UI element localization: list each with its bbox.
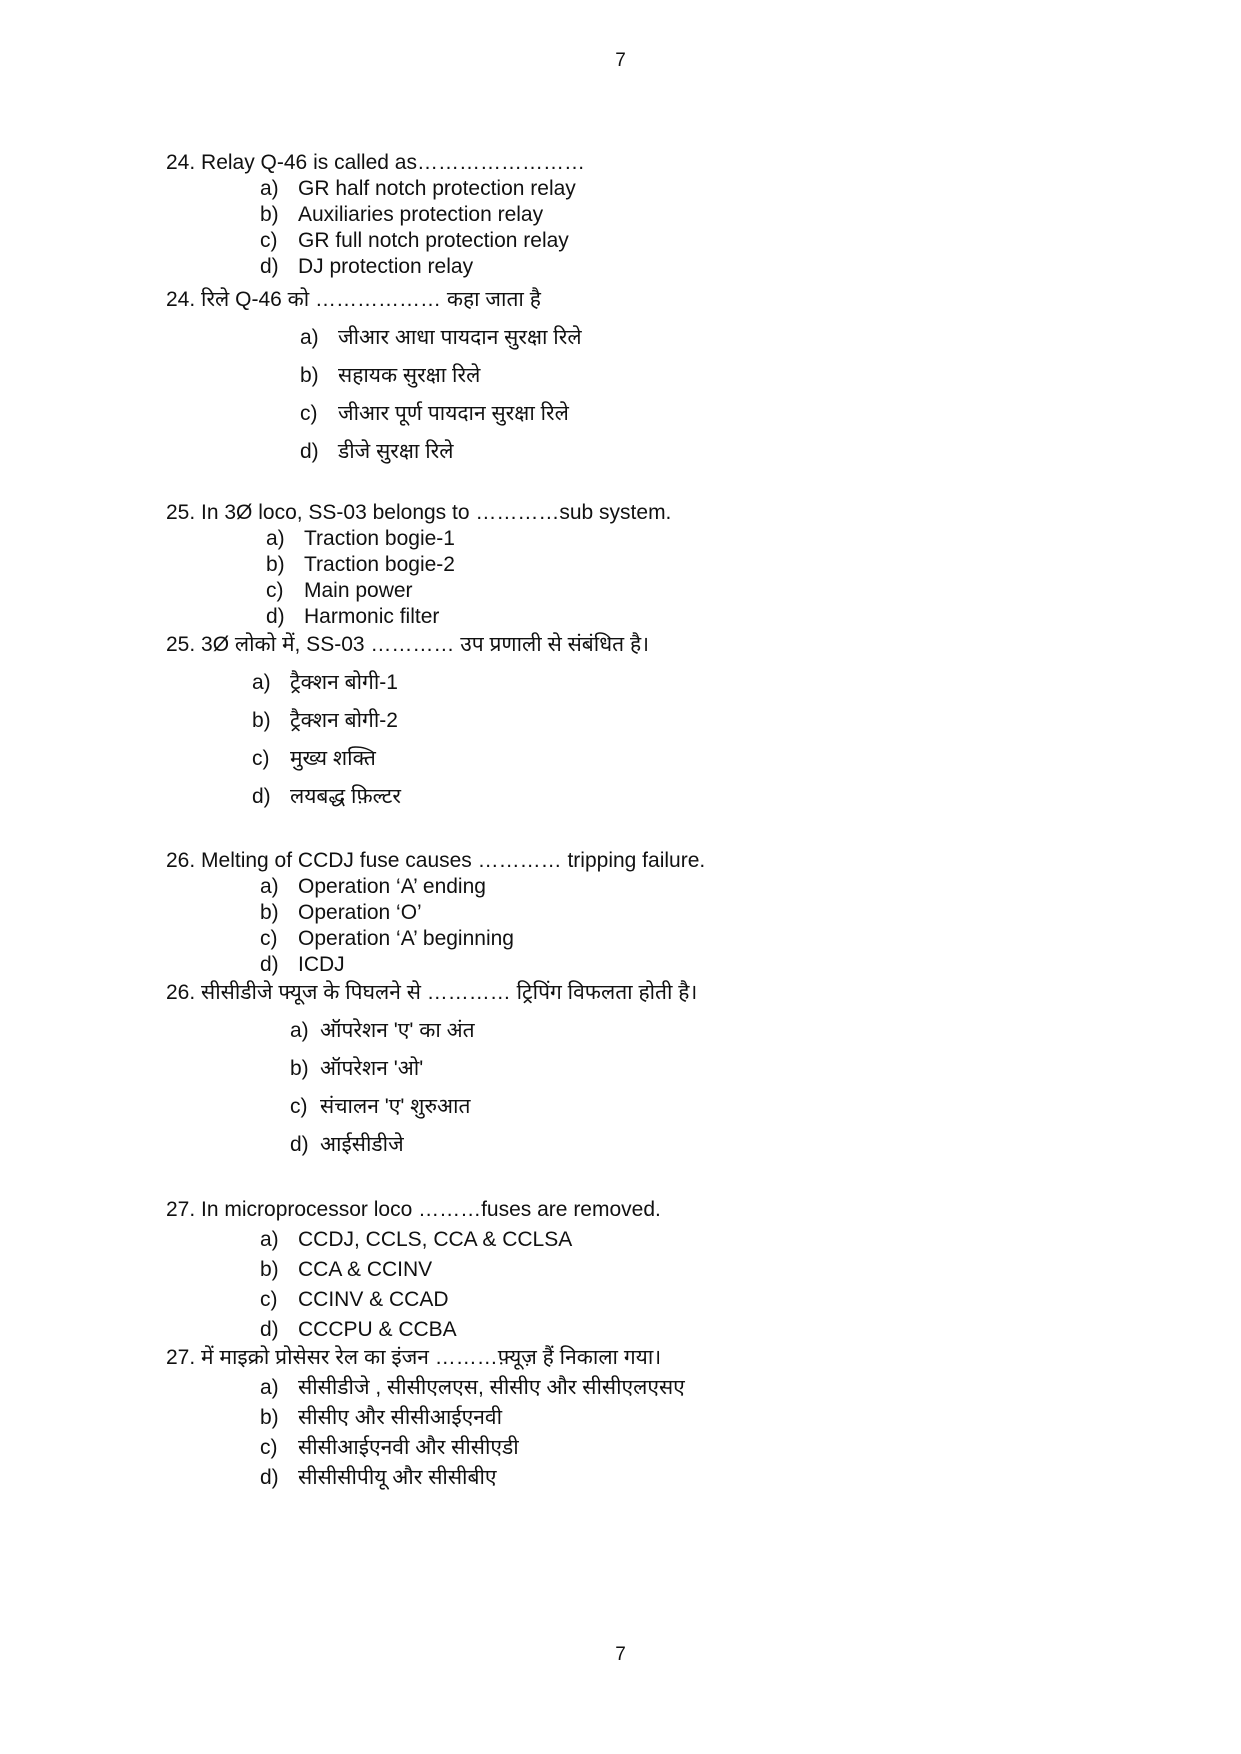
option-c: c) मुख्य शक्ति xyxy=(252,747,376,770)
question-text: 24. रिले Q-46 को ……………… कहा जाता है xyxy=(166,288,541,311)
option-d: d) DJ protection relay xyxy=(260,255,474,278)
option-b: b) सीसीए और सीसीआईएनवी xyxy=(260,1406,503,1429)
option-c: c) Main power xyxy=(266,579,413,602)
question-27-hindi xyxy=(166,1343,685,1493)
question-24-english xyxy=(166,150,585,280)
options-list xyxy=(266,526,671,630)
option-d: d) CCCPU & CCBA xyxy=(260,1318,457,1341)
option-c: c) संचालन 'ए' शुरुआत xyxy=(290,1095,471,1118)
question-text: 27. में माइक्रो प्रोसेसर रेल का इंजन ………फ़्यूज़ हैं निकाला गया। xyxy=(166,1346,662,1369)
option-d: d) लयबद्ध फ़िल्टर xyxy=(252,785,401,808)
option-d: d) सीसीसीपीयू और सीसीबीए xyxy=(260,1466,497,1489)
option-a: a) GR half notch protection relay xyxy=(260,177,576,200)
option-d: d) Harmonic filter xyxy=(266,605,440,628)
option-a: a) जीआर आधा पायदान सुरक्षा रिले xyxy=(300,326,582,349)
option-c: c) जीआर पूर्ण पायदान सुरक्षा रिले xyxy=(300,402,569,425)
option-d: d) डीजे सुरक्षा रिले xyxy=(300,440,454,463)
option-a: a) Traction bogie-1 xyxy=(266,527,455,550)
question-text: 27. In microprocessor loco ………fuses are removed. xyxy=(166,1198,661,1221)
question-25-english xyxy=(166,500,671,630)
options-list xyxy=(290,1012,697,1164)
option-b: b) Traction bogie-2 xyxy=(266,553,455,576)
options-list xyxy=(252,664,649,816)
options-list xyxy=(260,1373,685,1493)
option-b: b) ऑपरेशन 'ओ' xyxy=(290,1057,424,1080)
option-a: a) CCDJ, CCLS, CCA & CCLSA xyxy=(260,1228,573,1251)
question-text: 26. सीसीडीजे फ्यूज के पिघलने से ………… ट्रिपिंग विफलता होती है। xyxy=(166,981,698,1004)
question-25-hindi xyxy=(166,630,649,816)
options-list xyxy=(260,176,585,280)
question-text: 26. Melting of CCDJ fuse causes ………… tripping failure. xyxy=(166,849,706,872)
options-list xyxy=(260,874,705,978)
option-a: a) Operation ‘A’ ending xyxy=(260,875,486,898)
option-b: b) सहायक सुरक्षा रिले xyxy=(300,364,481,387)
option-a: a) सीसीडीजे , सीसीएलएस, सीसीए और सीसीएलएसए xyxy=(260,1376,685,1399)
option-c: c) सीसीआईएनवी और सीसीएडी xyxy=(260,1436,519,1459)
option-c: c) Operation ‘A’ beginning xyxy=(260,927,514,950)
question-text: 24. Relay Q-46 is called as…………………… xyxy=(166,151,585,174)
page-number-bottom: 7 xyxy=(615,1644,626,1665)
question-text: 25. In 3Ø loco, SS-03 belongs to …………sub system. xyxy=(166,501,672,524)
options-list xyxy=(300,319,582,471)
option-b: b) Auxiliaries protection relay xyxy=(260,203,544,226)
question-27-english xyxy=(166,1197,661,1345)
option-d: d) आईसीडीजे xyxy=(290,1133,404,1156)
question-26-english xyxy=(166,848,705,978)
question-24-hindi xyxy=(166,285,582,471)
option-b: b) ट्रैक्शन बोगी-2 xyxy=(252,709,398,732)
question-text: 25. 3Ø लोको में, SS-03 ………… उप प्रणाली से संबंधित है। xyxy=(166,633,650,656)
option-a: a) ट्रैक्शन बोगी-1 xyxy=(252,671,398,694)
option-a: a) ऑपरेशन 'ए' का अंत xyxy=(290,1019,475,1042)
options-list xyxy=(260,1225,661,1345)
option-c: c) GR full notch protection relay xyxy=(260,229,569,252)
option-b: b) Operation ‘O’ xyxy=(260,901,422,924)
option-d: d) ICDJ xyxy=(260,953,345,976)
page-number-top: 7 xyxy=(615,50,626,71)
option-c: c) CCINV & CCAD xyxy=(260,1288,449,1311)
question-26-hindi xyxy=(166,978,697,1164)
option-b: b) CCA & CCINV xyxy=(260,1258,433,1281)
